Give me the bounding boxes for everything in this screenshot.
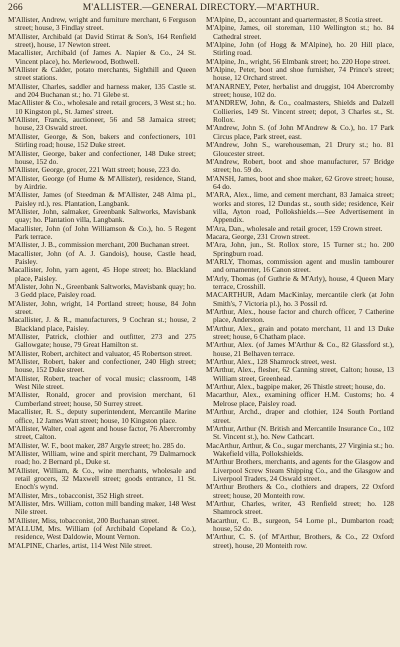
directory-entry: M'Arthur, Alex. (of James M'Arthur & Co., 82 Glassford st.), house, 21 Belhaven terrace. xyxy=(206,340,394,358)
directory-entry: M'Arthur, C. S. (of M'Arthur, Brothers, & Co., 22 Oxford street), house, 20 Monteith row. xyxy=(206,532,394,550)
directory-entry: M'Allister, William, wine and spirit merchant, 79 Dalmarnock road; ho. 2 Bernard pl., Duke st. xyxy=(8,448,196,467)
directory-entry: M'Allister, Francis, auctioneer, 56 and 58 Jamaica street; house, 23 Oswald street. xyxy=(8,115,196,133)
directory-entry: M'Alpine, Jn., wright, 56 Elmbank street; ho. 220 Hope street. xyxy=(206,56,391,66)
columns xyxy=(8,16,394,550)
directory-entry: Macara, George, 231 Crown street. xyxy=(206,231,310,241)
directory-entry: M'Allister, William, & Co., wine merchants, wholesale and retail grocers, 32 Maxwell street; goods entrance, 11 St. Enoch's wynd. xyxy=(8,465,196,492)
directory-entry: M'Allister, Miss, tobacconist, 200 Buchanan street. xyxy=(8,515,160,525)
directory-entry: MACARTHUR, Adam MacKinlay, mercantile clerk (at John Smith's, 7 Victoria pl.), ho. 3 Possil rd. xyxy=(206,290,394,308)
page-header xyxy=(8,3,394,15)
directory-entry: M'Arthur, Archd., draper and clothier, 124 South Portland street. xyxy=(206,407,394,425)
directory-entry: M'Allister, Archibald (at David Stirrat & Son's, 164 Renfield street), house, 17 Newton street. xyxy=(8,31,196,50)
directory-entry: M'Allister, Charles, saddler and harness maker, 135 Castle st. and 204 Buchanan st.; ho. 71 Glebe st. xyxy=(8,81,196,100)
directory-entry: MacArthur, Arthur, & Co., sugar merchants, 27 Virginia st.; ho. Wakefield villa, Pollokshields. xyxy=(206,440,394,458)
directory-entry: Macallister, R. S., deputy superintendent, Mercantile Marine office, 12 James Watt street; house, 10 Kingston place. xyxy=(8,407,196,425)
directory-entry: M'Alpine, John (of Hogg & M'Alpine), ho. 20 Hill place, Stirling road. xyxy=(206,40,394,58)
directory-entry: M'Alister, John, wright, 14 Portland street; house, 84 John street. xyxy=(8,298,196,317)
directory-entry: M'Allister, George, & Son, bakers and confectioners, 101 Stirling road; house, 152 Duke street. xyxy=(8,131,196,150)
directory-entry: Macarthur, C. B., surgeon, 54 Lorne pl., Dumbarton road; house, 52 do. xyxy=(206,515,394,533)
directory-entry: MacAllister & Co., wholesale and retail grocers, 3 West st.; ho. 10 Kingston pl., St. James' street. xyxy=(8,98,196,116)
directory-entry: M'Andrew, John S. (of John M'Andrew & Co.), ho. 17 Park Circus place, Park street, east. xyxy=(206,123,394,141)
directory-entry: M'Ara, John, jun., St. Rollox store, 15 Turner st.; ho. 200 Springburn road. xyxy=(206,240,394,258)
directory-entry: Macallister, John, yarn agent, 45 Hope street; ho. Blackland place, Paisley. xyxy=(8,265,196,283)
directory-entry: M'Allister, Robert, architect and valuator, 45 Robertson street. xyxy=(8,348,193,358)
directory-entry: M'Arthur, Alex., house factor and church officer, 7 Catherine place, Anderston. xyxy=(206,307,394,325)
directory-entry: M'Andrew, John S., warehouseman, 21 Drury st.; ho. 81 Gloucester street. xyxy=(206,140,394,158)
directory-entry: M'Arthur, Alex., 128 Shamrock street, west. xyxy=(206,357,337,367)
directory-entry: M'Arthur Brothers & Co., clothiers and drapers, 22 Oxford street; house, 20 Monteith row. xyxy=(206,482,394,500)
directory-entry: M'Allister, George, grocer, 221 Watt street; house, 223 do. xyxy=(8,165,181,175)
directory-entry: M'Arthur, Alex., bagpipe maker, 26 Thistle street; house, do. xyxy=(206,382,386,392)
page-number: 266 xyxy=(8,3,23,13)
directory-entry: M'Allister, Patrick, clothier and outfitter, 273 and 275 Gallowgate; house, 79 Great Hamilton st. xyxy=(8,332,196,350)
directory-entry: M'ARLY, Thomas, commission agent and muslin tambourer and ornamenter, 16 Canon street. xyxy=(206,256,394,275)
directory-entry: M'Ara, Dan., wholesale and retail grocer, 159 Crown street. xyxy=(206,223,383,233)
directory-entry: M'Allister, Robert, teacher of vocal music; classroom, 148 West Nile street. xyxy=(8,373,196,392)
directory-entry: M'Allister, Andrew, wright and furniture merchant, 6 Ferguson street; house, 3 Findlay street. xyxy=(8,15,196,33)
directory-entry: M'Allister, J. B., commission merchant, 200 Buchanan street. xyxy=(8,240,190,250)
right-column xyxy=(206,16,394,550)
directory-entry: M'Alpine, D., accountant and quartermaster, 8 Scotia street. xyxy=(206,15,383,24)
directory-entry: M'ARA, Alex., lime, and cement merchant, 83 Jamaica street; works and stores, 12 Dundas st., south side; residence, Keir villa, Ayton road, Pollokshields.—See Advertisement in Appendix. xyxy=(206,190,394,225)
directory-entry: Macallister, John (of A. J. Gandois), house, Castle head, Paisley. xyxy=(8,248,196,266)
directory-entry: M'Arthur, Arthur (N. British and Mercantile Insurance Co., 102 St. Vincent st.), ho. New Cathcart. xyxy=(206,423,394,442)
directory-entry: M'Alpine, Peter, boot and shoe furnisher, 74 Prince's street; house, 12 Orchard street. xyxy=(206,65,394,83)
directory-entry: M'Allister, George (of Hume & M'Allister), residence, Stand, by Airdrie. xyxy=(8,173,196,191)
directory-entry: M'ANARNEY, Peter, herbalist and druggist, 104 Abercromby street; house, 102 do. xyxy=(206,81,394,100)
directory-entry: M'Allister, George, baker and confectioner, 148 Duke street; house, 152 do. xyxy=(8,148,196,166)
directory-entry: M'ANDREW, John, & Co., coalmasters, Shields and Dalzell Collieries, 149 St. Vincent street; depot, 3 Charles st., St. Rollox. xyxy=(206,98,394,125)
directory-entry: M'Alpine, James, oil storeman, 110 Wellington st.; ho. 84 Cathedral street. xyxy=(206,23,394,41)
directory-entry: M'Arthur Brothers, merchants, and agents for the Glasgow and Liverpool Screw Steam Shipping Co., and the Glasgow and Liverpool Traders, 24 Oswald street. xyxy=(206,457,394,483)
directory-entry: M'Arthur, Charles, writer, 43 Renfield street; ho. 128 Shamrock street. xyxy=(206,498,394,517)
directory-entry: Macallister, John (of John Williamson & Co.), ho. 5 Regent Park terrace. xyxy=(8,223,196,241)
directory-entry: M'Allister, James (of Steedman & M'Allister, 248 Alma pl., Paisley rd.), res. Plantation, Langbank. xyxy=(8,190,196,208)
directory-entry: M'ALPINE, Charles, artist, 114 West Nile street. xyxy=(8,540,153,550)
directory-entry: M'Arthur, Alex., grain and potato merchant, 11 and 13 Duke street; house, 6 Chatham place. xyxy=(206,323,394,342)
directory-entry: M'ANSH, James, boot and shoe maker, 62 Grove street; house, 64 do. xyxy=(206,173,394,191)
directory-entry: M'Allister, Ronald, grocer and provision merchant, 61 Cumberland street; house, 50 Surrey street. xyxy=(8,390,196,408)
directory-entry: M'Allister, Mrs., tobacconist, 352 High street. xyxy=(8,490,144,500)
directory-entry: M'Allister, W. F., boot maker, 287 Argyle street; ho. 285 do. xyxy=(8,440,186,450)
directory-entry: Macallister, Archibald (of James A. Napier & Co., 24 St. Vincent place), ho. Merlewood, Bothwell. xyxy=(8,48,196,66)
directory-entry: M'Arly, Thomas (of Guthrie & M'Arly), house, 4 Queen Mary terrace, Crosshill. xyxy=(206,273,394,291)
directory-entry: M'Allister, Walter, coal agent and house factor, 76 Abercromby street, Calton. xyxy=(8,423,196,442)
directory-entry: M'Arthur, Alex., flesher, 62 Canning street, Calton; house, 13 William street, Greenhead. xyxy=(206,365,394,383)
directory-entry: M'Allister & Calder, potato merchants, Sighthill and Queen street stations. xyxy=(8,65,196,83)
directory-entry: M'Allister, Robert, baker and confectioner, 240 High street; house, 152 Duke street. xyxy=(8,357,196,375)
directory-entry: M'ALLUM, Mrs. William (of Archibald Copeland & Co.), residence, West Daldowie, Mount Vernon. xyxy=(8,523,196,542)
directory-entry: M'Allister, John, salmaker, Greenbank Saltworks, Mavisbank quay; ho. Plantation villa, Langbank. xyxy=(8,206,196,225)
running-head: M'ALLISTER.—GENERAL DIRECTORY.—M'ARTHUR. xyxy=(82,3,320,13)
directory-entry: Macallister, J. & R., manufacturers, 9 Cochran st.; house, 2 Blackland place, Paisley. xyxy=(8,315,196,333)
directory-entry: M'Allister, Mrs. William, cotton mill banding maker, 148 West Nile street. xyxy=(8,498,196,517)
directory-entry: Macarthur, Alex., examining officer H.M. Customs; ho. 4 Melrose place, Paisley road. xyxy=(206,390,394,408)
left-column xyxy=(8,16,196,550)
directory-entry: M'Andrew, Robert, boot and shoe manufacturer, 57 Bridge street; ho. 59 do. xyxy=(206,156,394,175)
directory-entry: M'Alister, John N., Greenbank Saltworks, Mavisbank quay; ho. 3 Gedd place, Paisley road. xyxy=(8,282,196,300)
